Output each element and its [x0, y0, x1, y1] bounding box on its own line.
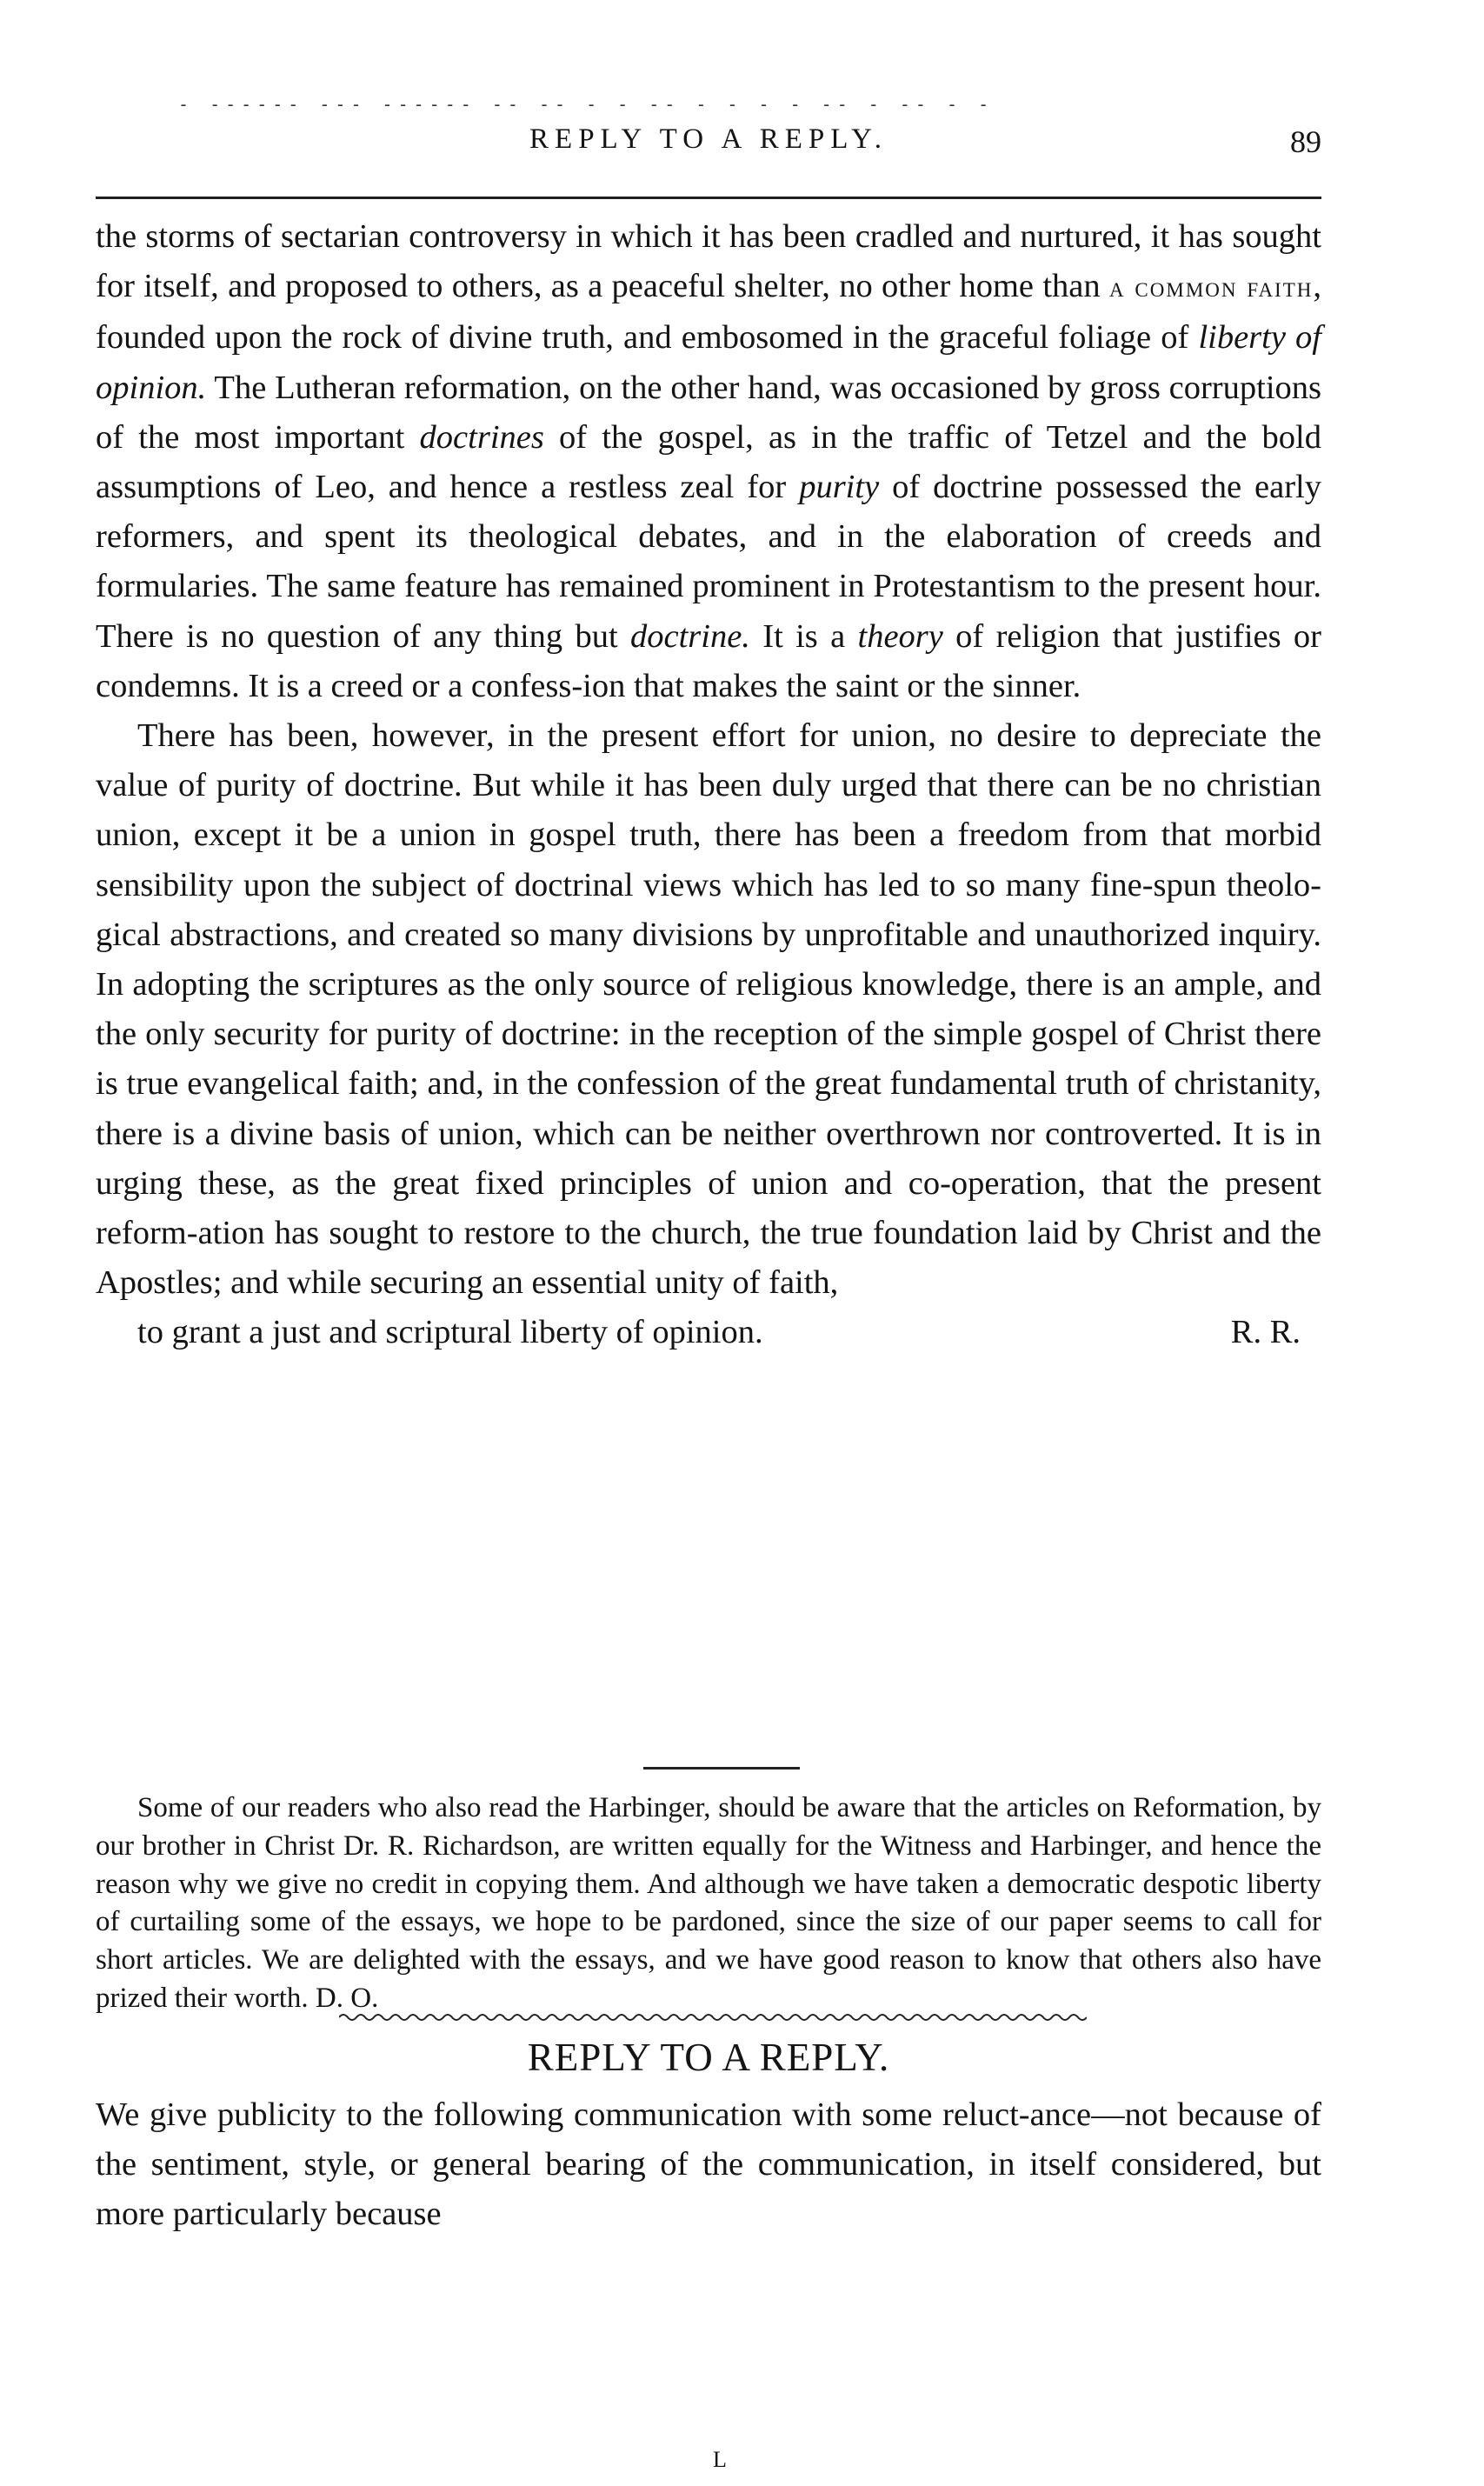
wavy-divider [339, 2010, 1087, 2024]
article-closing-line [96, 1308, 1321, 1357]
text-run: purity [799, 469, 880, 506]
text-run: doctrine. [629, 617, 750, 655]
editor-note-text: Some of our readers who also read the Harbinger, should be aware that the articles on Reformation, by our brother in Christ Dr. R. Richardson, are written equally for the Witness and Harbinger, and hence the reason why we give no credit in copying them. And although we have taken a democratic despotic liberty of curtailing some of the essays, we hope to be pardoned, since the size of our paper seems to call for short articles. We are delighted with the essays, and we have good reason to know that others also have prized their worth. [96, 1792, 1321, 2014]
text-run: It is a [749, 617, 858, 655]
article-paragraph-1 [96, 212, 1321, 711]
section-paragraph: We give publicity to the following communication with some reluct-ance—not because of the sentiment, style, or general bearing of the communication, in itself considered, but more particularly because [96, 2096, 1321, 2233]
printer-signature-mark: L [713, 2447, 727, 2472]
article-last-line: to grant a just and scriptural liberty of opinion. [137, 1314, 763, 1351]
article-body [96, 212, 1321, 1358]
text-run: The Lutheran reformation, on the other hand, was occasioned by gross corruptions of the most important [96, 369, 1321, 456]
editor-note [96, 1790, 1321, 2018]
editor-note-paragraph [96, 1790, 1321, 2018]
header-ornament-dashes: - ------ --- ------ -- -- - - -- - - - - -- - -- - - [178, 94, 995, 106]
text-run: doctrines [419, 418, 544, 456]
text-run: , founded upon the rock of divine truth, and embosomed in the graceful foliage of [96, 268, 1321, 357]
running-head [96, 123, 1321, 176]
text-run: of the gospel, as in the traffic of Tetzel and the bold assumptions of Leo, and hence a restless zeal for [96, 418, 1321, 506]
text-run: a common faith [1108, 272, 1314, 304]
text-run: There has been, however, in the present effort for union, no desire to depreciate the value of purity of doctrine. But while it has been duly urged that there can be no christian union, except it be a union in gospel truth, there has been a freedom from that morbid sensibility upon the subject of doctrinal views which has led to so many fine-spun theolo-gical abstractions, and created so many divisions by unprofitable and unauthorized inquiry. In adopting the scriptures as the only source of religious knowledge, there is an ample, and the only security for purity of doctrine: in the reception of the simple gospel of Christ there is true evangelical faith; and, in the confession of the great fundamental truth of christanity, there is a divine basis of union, which can be neither overthrown nor controverted. It is in urging these, as the great fixed principles of union and co-operation, that the present reform-ation has sought to restore to the church, the true foundation laid by Christ and the Apostles; and while securing an essential unity of faith, [96, 717, 1321, 1302]
section-heading: REPLY TO A REPLY. [527, 2036, 890, 2079]
article-signature: R. R. [1230, 1314, 1301, 1351]
running-title: REPLY TO A REPLY. [529, 123, 888, 155]
article-paragraph-2 [96, 711, 1321, 1308]
text-run: liberty of opinion. [96, 319, 1321, 406]
section-divider-rule [643, 1767, 800, 1770]
header-rule [96, 197, 1321, 199]
text-run: of doctrine possessed the early reformers, and spent its theological debates, and in the elaboration of creeds and formularies. The same feature has remained prominent in Protestantism to the present hour. There is no question of any thing but [96, 469, 1321, 655]
page-number: 89 [1290, 124, 1321, 159]
editor-note-signature: D. O. [315, 1982, 379, 2014]
text-run: the storms of sectarian controversy in which it has been cradled and nurtured, it has sought for itself, and proposed to others, as a peaceful shelter, no other home than [96, 218, 1321, 305]
text-run: of religion that justifies or condemns. It is a creed or a confess-ion that makes the saint or the sinner. [96, 617, 1321, 704]
text-run: theory [857, 617, 943, 655]
section-body [96, 2090, 1321, 2240]
